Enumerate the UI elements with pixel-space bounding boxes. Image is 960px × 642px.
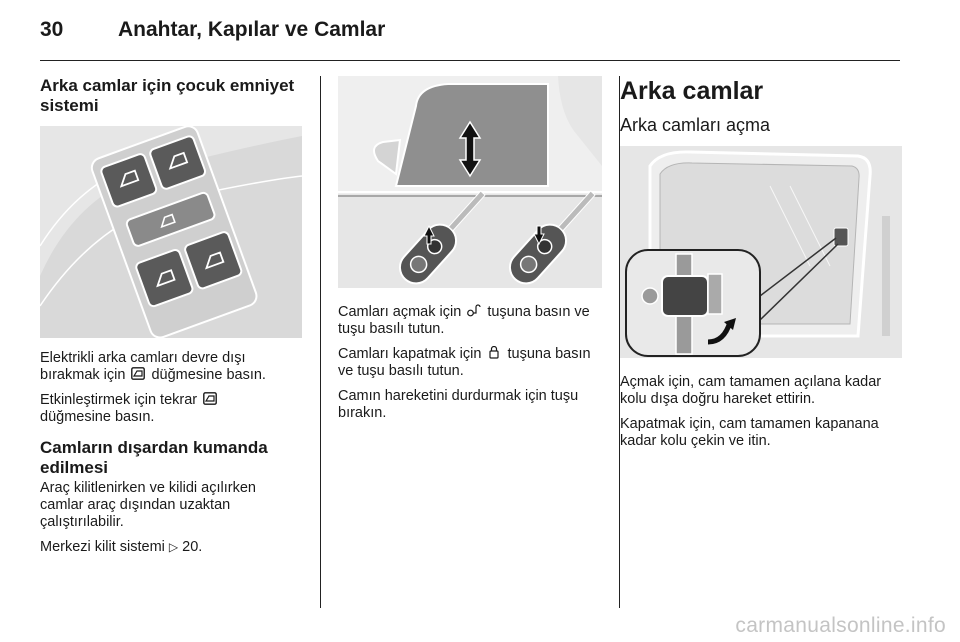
page-header — [40, 18, 385, 48]
chapter-title: Anahtar, Kapılar ve Camlar — [118, 18, 386, 41]
para-disable-text: Elektrikli arka camları devre dışı bırakmak için — [40, 350, 246, 383]
paragraph-central-locking — [40, 539, 302, 556]
paragraph-open-windows — [338, 304, 602, 338]
para-enable-text: Etkinleştirmek için tekrar — [40, 392, 198, 408]
paragraph-enable — [40, 392, 302, 426]
close-windows-text-end: tuşuna basın ve tuşu basılı tutun. — [338, 346, 591, 379]
column-divider-1 — [320, 76, 321, 608]
key-unlock-icon — [467, 304, 481, 317]
column-1 — [40, 76, 302, 564]
header-rule — [40, 60, 900, 61]
paragraph-disable — [40, 350, 302, 384]
page-number: 30 — [40, 18, 64, 41]
window-lock-icon — [203, 392, 217, 405]
subheading-open-rear-windows: Arka camları açma — [620, 115, 771, 135]
paragraph-stop-window: Camın hareketini durdurmak için tuşu bırakın. — [338, 388, 579, 421]
rear-window-latch-illustration — [620, 146, 902, 358]
page-reference-arrow-icon: ▷ — [168, 540, 179, 554]
close-windows-text: Camları kapatmak için — [338, 346, 482, 362]
key-lock-icon — [487, 346, 501, 359]
central-locking-page-ref[interactable]: 20. — [182, 539, 203, 555]
paragraph-remote: Araç kilitlenirken ve kilidi açılırken camlar araç dışından uzaktan çalıştırılabilir. — [40, 480, 256, 530]
window-lock-icon — [131, 367, 145, 380]
paragraph-close-rear: Kapatmak için, cam tamamen kapanana kadar kolu çekin ve itin. — [620, 416, 879, 449]
section-heading-rear-windows: Arka camlar — [620, 77, 764, 105]
central-locking-text: Merkezi kilit sistemi — [40, 539, 165, 555]
open-windows-text-end: tuşuna basın ve tuşu basılı tutun. — [338, 304, 590, 337]
remote-key-window-illustration — [338, 76, 602, 288]
column-3 — [620, 76, 902, 458]
open-windows-text: Camları açmak için — [338, 304, 462, 320]
window-switch-panel-illustration — [40, 126, 302, 338]
subheading-remote-control: Camların dışardan kumanda edilmesi — [40, 438, 268, 477]
paragraph-open-rear: Açmak için, cam tamamen açılana kadar kolu dışa doğru hareket ettirin. — [620, 374, 882, 407]
para-enable-text-end: düğmesine basın. — [40, 409, 155, 425]
section-heading-child-lock: Arka camlar için çocuk emniyet sistemi — [40, 76, 295, 115]
para-disable-text-end: düğmesine basın. — [151, 367, 266, 383]
watermark: carmanualsonline.info — [735, 614, 946, 637]
column-2 — [338, 76, 602, 430]
paragraph-close-windows — [338, 346, 602, 380]
